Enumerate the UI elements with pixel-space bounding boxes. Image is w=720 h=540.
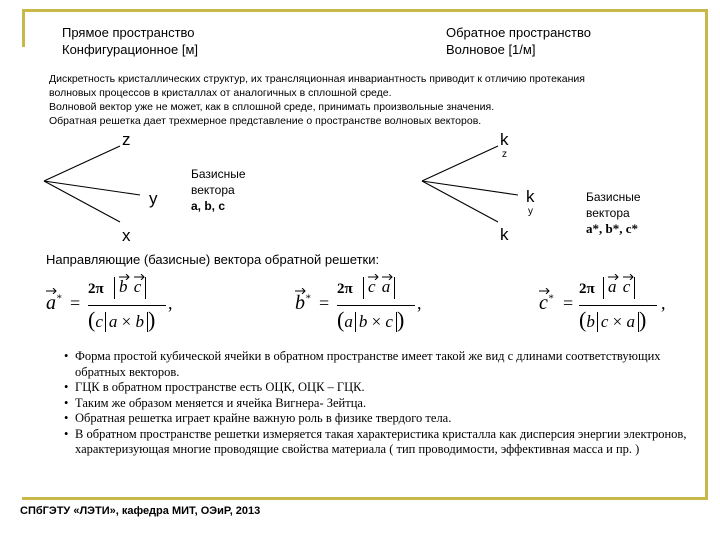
frame-right-line (705, 9, 708, 500)
formula-numerator: b c (114, 277, 146, 299)
formula-b-star (293, 276, 433, 338)
reciprocal-vectors-heading: Направляющие (базисные) вектора обратной решетки: (46, 252, 380, 267)
axis-label-kx: k (500, 225, 509, 244)
formula-factor: 2π (88, 281, 104, 297)
frame-top-line (22, 9, 708, 12)
vector-arrow-icon (368, 274, 380, 280)
formula-a-star (44, 276, 184, 338)
intro-text (49, 72, 585, 128)
vector-arrow-icon (608, 274, 620, 280)
axis-label-y: y (149, 189, 158, 208)
intro-line: волновых процессов в кристаллах от аналогичных в сплошной среде. (49, 87, 392, 99)
header-left (62, 24, 198, 58)
intro-line: Дискретность кристаллических структур, их трансляционная инвариантность приводит к отличию протекания (49, 73, 585, 85)
vector-arrow-icon (539, 288, 551, 294)
formula-tail: , (661, 293, 666, 313)
axis-line-ky (422, 181, 518, 195)
list-item: • Обратная решетка играет крайне важную роль в физике твердого тела. (64, 411, 704, 427)
formula-denominator: (c a × b ) (88, 307, 156, 332)
formula-denominator: (a b × c ) (337, 307, 405, 332)
formula-lhs: a* (46, 292, 62, 314)
direct-axes-diagram (40, 140, 160, 245)
direct-space-title: Прямое пространство (62, 25, 195, 40)
vector-arrow-icon (134, 274, 146, 280)
formula-equals: = (319, 293, 330, 313)
axis-label-kz: k z (500, 130, 509, 160)
vector-arrow-icon (119, 274, 131, 280)
formula-factor: 2π (579, 281, 595, 297)
vector-arrow-icon (295, 288, 307, 294)
axis-line-kx (422, 181, 498, 222)
formula-equals: = (563, 293, 574, 313)
reciprocal-basis-label: Базисные вектора a*, b*, c* (586, 190, 641, 236)
list-item: • Таким же образом меняется и ячейка Вигнера- Зейтца. (64, 396, 704, 412)
intro-line: Обратная решетка дает трехмерное представление о пространстве волновых векторов. (49, 115, 482, 127)
footer-credit: СПбГЭТУ «ЛЭТИ», кафедра МИТ, ОЭиР, 2013 (20, 505, 261, 517)
frame-bottom-line (22, 497, 708, 500)
formula-c-star (537, 276, 677, 338)
formula-tail: , (168, 293, 173, 313)
formula-tail: , (417, 293, 422, 313)
axis-line-y (44, 181, 140, 195)
facts-list (64, 349, 704, 458)
list-item: • Форма простой кубической ячейки в обратном пространстве имеет такой же вид с длинами соответствующих обратных векторов. (64, 349, 704, 380)
formula-lhs: b* (295, 292, 311, 314)
reciprocal-axes-diagram (418, 140, 538, 245)
formula-factor: 2π (337, 281, 353, 297)
axis-line-kz (422, 146, 498, 181)
direct-basis-label: Базисные вектора a, b, c (191, 167, 246, 213)
vector-arrow-icon (46, 288, 58, 294)
reciprocal-space-units: Волновое [1/м] (446, 42, 536, 57)
formula-numerator: a c (603, 277, 635, 299)
formula-lhs: c* (539, 292, 554, 314)
axis-line-x (44, 181, 120, 222)
axis-label-z: z (122, 130, 131, 149)
reciprocal-space-title: Обратное пространство (446, 25, 591, 40)
formula-equals: = (70, 293, 81, 313)
frame-left-line (22, 9, 25, 47)
axis-label-x: x (122, 226, 131, 245)
formula-numerator: c a (363, 277, 395, 299)
header-right (446, 24, 591, 58)
vector-arrow-icon (623, 274, 635, 280)
axis-label-ky: k y (526, 187, 535, 217)
axis-line-z (44, 146, 120, 181)
formula-denominator: (b c × a ) (579, 307, 647, 332)
list-item: • В обратном пространстве решетки измеряется такая характеристика кристалла как дисперсия энергии электронов, характеризующая многие проводящие свойства материала ( тип проводимости, эффективная масса и пр. ) (64, 427, 704, 458)
direct-space-units: Конфигурационное [м] (62, 42, 199, 57)
vector-arrow-icon (382, 274, 394, 280)
intro-line: Волновой вектор уже не может, как в сплошной среде, принимать произвольные значения. (49, 101, 495, 113)
list-item: • ГЦК в обратном пространстве есть ОЦК, ОЦК – ГЦК. (64, 380, 704, 396)
